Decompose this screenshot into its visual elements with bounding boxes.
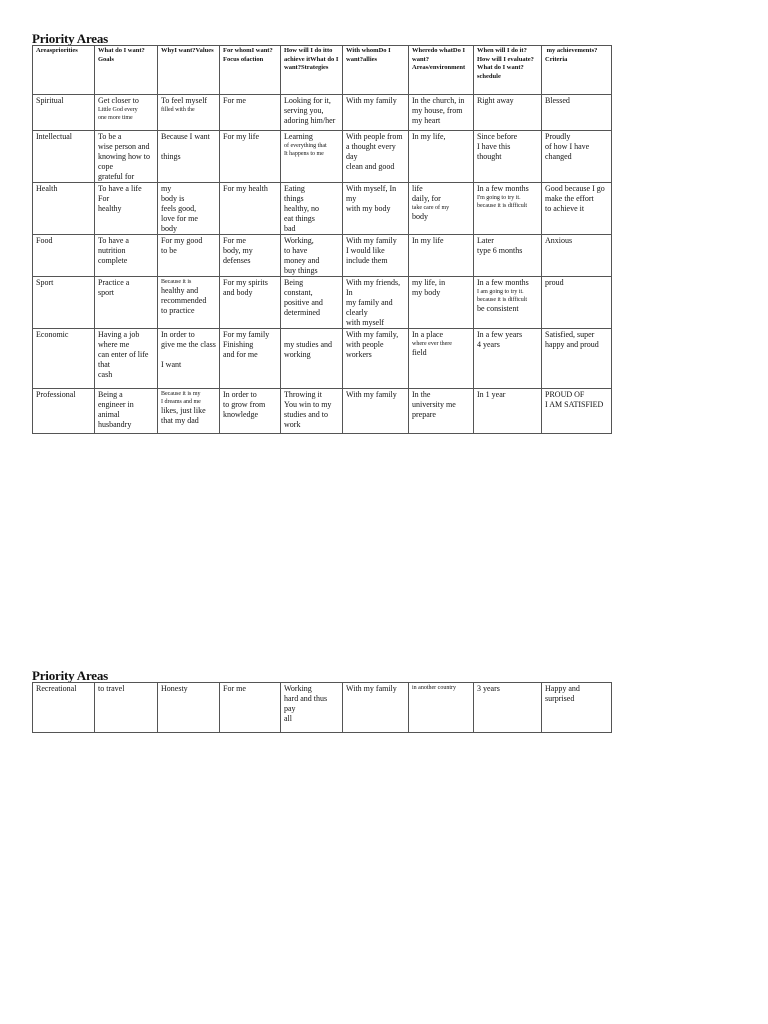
cell-line: where ever there [412,341,452,347]
table-cell [220,183,281,235]
table-cell [33,329,95,389]
table-cell [542,389,612,434]
cell-line: In a few months [477,184,529,193]
table-cell [343,95,409,131]
cell-line: I want [161,360,182,369]
table-row [33,95,612,131]
cell-line: With my family [346,390,397,399]
cell-line: To have a life For [98,184,142,203]
cell-line: bad [284,224,296,233]
cell-line: Intellectual [36,132,72,141]
cell-line: filled with the [161,107,195,113]
cell-line: things [161,152,181,161]
table-cell [409,131,474,183]
table-cell [409,683,474,733]
cell-line: serving you, [284,106,324,115]
cell-line: clean and good [346,162,395,171]
cell-line: Values [195,47,214,54]
cell-line: cash [98,370,113,379]
cell-line: prepare [412,410,436,419]
cell-line: For my life [223,132,259,141]
cell-line: body [412,212,428,221]
table-row [33,183,612,235]
cell-line: Why [161,47,175,54]
cell-line: determined [284,308,320,317]
cell-line: I want? [251,47,273,54]
cell-line: Where [412,47,431,54]
cell-line: Professional [36,390,76,399]
cell-line: positive and [284,298,323,307]
cell-line: be consistent [477,304,519,313]
cell-line: of everything that [284,143,327,149]
cell-line: For me [223,236,246,245]
cell-line: give me the class [161,340,216,349]
cell-line: 3 years [477,684,500,693]
cell-line: For my spirits [223,278,268,287]
cell-line: For me [223,96,246,105]
cell-line: What do I want? [98,47,145,54]
cell-line: likes, just like [161,406,206,415]
table-cell [281,389,343,434]
table-cell [220,277,281,329]
cell-line: clearly [346,308,368,317]
cell-line: eat things [284,214,315,223]
cell-line: I want? [174,47,196,54]
table-cell [474,329,542,389]
table-cell [542,277,612,329]
cell-line: field [412,348,427,357]
cell-line: Strategies [300,64,329,71]
table-cell [343,683,409,733]
table-cell [220,131,281,183]
table-cell [542,329,612,389]
table-cell [542,95,612,131]
cell-line: How will I do it [284,47,327,54]
table-cell [220,235,281,277]
table-cell [474,131,542,183]
table-row [33,683,612,733]
cell-line: Little God every [98,107,138,113]
cell-line: healthy [98,204,122,213]
cell-line: studies and to [284,410,328,419]
cell-line: Good because I go [545,184,605,193]
cell-line: happy and proud [545,340,599,349]
table-cell [95,389,158,434]
table-cell [95,183,158,235]
cell-line: When will I do it? How will I evaluate? [477,47,534,63]
table-cell [158,95,220,131]
table-cell [281,95,343,131]
cell-line: To be a [98,132,122,141]
priority-areas-table-continued [32,682,612,733]
table-cell [33,277,95,329]
cell-line: I dreams and me [161,399,201,405]
cell-line: in another country [412,685,456,691]
cell-line: In my life [412,236,444,245]
cell-line: Proudly [545,132,571,141]
table-cell [281,329,343,389]
cell-line: What do I want? [284,55,339,71]
cell-line: working [284,350,311,359]
cell-line: Blessed [545,96,570,105]
cell-line: feels good, [161,204,197,213]
table-cell [281,183,343,235]
cell-line: because it is difficult [477,203,528,209]
cell-line: type 6 months [477,246,523,255]
cell-line: my achievements? [546,47,598,54]
cell-line: Later [477,236,494,245]
cell-line: Happy and [545,684,580,693]
table-cell [220,329,281,389]
priority-areas-table [32,45,612,434]
cell-line: Sport [36,278,54,287]
table-cell [474,277,542,329]
cell-line: I have this [477,142,511,151]
cell-line [284,330,339,340]
table-cell [474,683,542,733]
cell-line: In a place [412,330,444,339]
cell-line: life [412,184,423,193]
table-cell [474,389,542,434]
table-cell [474,235,542,277]
table-cell [409,95,474,131]
cell-line: schedule [477,72,501,80]
cell-line: PROUD OF [545,390,585,399]
table-cell [95,235,158,277]
cell-line: I would like [346,246,385,255]
cell-line: In a few months [477,278,529,287]
cell-line: You win to my [284,400,332,409]
table-cell [474,95,542,131]
cell-line: to travel [98,684,125,693]
cell-line: In 1 year [477,390,506,399]
cell-line: workers [346,350,372,359]
cell-line: body, my [223,246,253,255]
column-header [33,46,95,95]
cell-line: Working [284,684,312,693]
cell-line: all [284,714,292,723]
cell-line: Areas/environment [412,64,466,71]
cell-line: can enter of life that [98,350,149,369]
cell-line [161,142,216,152]
table-cell [409,329,474,389]
table-row [33,131,612,183]
cell-line: my life, in [412,278,446,287]
cell-line: nutrition [98,246,126,255]
cell-line: Recreational [36,684,77,693]
cell-line: It happens to me [284,151,324,157]
table-cell [281,277,343,329]
cell-line: Since before [477,132,518,141]
table-cell [158,389,220,434]
table-cell [409,277,474,329]
cell-line: Do I want? [346,47,391,63]
cell-line: With my family [346,96,397,105]
table-cell [95,329,158,389]
table-cell [343,277,409,329]
table-cell [95,95,158,131]
cell-line: Eating [284,184,305,193]
cell-line: take care of my [412,205,450,211]
cell-line: make the effort [545,194,594,203]
table-cell [33,95,95,131]
cell-line: Having a job [98,330,140,339]
cell-line: With whom [346,47,379,54]
cell-line: my body [412,288,441,297]
table-row [33,235,612,277]
table-cell [33,235,95,277]
cell-line: to practice [161,306,195,315]
cell-line: With my family [346,236,397,245]
cell-line: daily, for [412,194,441,203]
table-cell [343,131,409,183]
cell-line: of how I have [545,142,590,151]
cell-line: money and [284,256,320,265]
cell-line: adoring him/her [284,116,336,125]
table-header [33,46,612,95]
cell-line: to achieve it [545,204,585,213]
table-cell [343,329,409,389]
cell-line: Areas [36,47,53,54]
cell-line: Food [36,236,53,245]
cell-line: one more time [98,115,133,121]
cell-line: Honesty [161,684,188,693]
cell-line: In the church, in [412,96,465,105]
cell-line: With my family [346,684,397,693]
column-header [95,46,158,95]
cell-line: allies [362,55,378,63]
cell-line: Anxious [545,236,573,245]
cell-line: What do I want? [477,64,524,71]
cell-line: With my family, [346,330,399,339]
cell-line: In order to [223,390,257,399]
table-cell [220,389,281,434]
cell-line: and body [223,288,253,297]
column-header [220,46,281,95]
column-header [542,46,612,95]
table-cell [281,235,343,277]
cell-line: Health [36,184,58,193]
cell-line: that my dad [161,416,199,425]
cell-line: To feel myself [161,96,208,105]
cell-line: Learning [284,132,313,141]
cell-line: things [284,194,304,203]
cell-line: with people [346,340,384,349]
second-page-title: Priority Areas [32,668,109,683]
table-cell [158,183,220,235]
cell-line: to achieve it [284,47,333,63]
table-cell [281,131,343,183]
cell-line: surprised [545,694,575,703]
table-cell [220,683,281,733]
cell-line: healthy, no [284,204,320,213]
cell-line: engineer in [98,400,134,409]
cell-line: Because I want [161,132,210,141]
cell-line: For my health [223,184,268,193]
cell-line: work [284,420,301,429]
cell-line: Because it is [161,279,192,285]
cell-line: changed [545,152,572,161]
cell-line: Throwing it [284,390,322,399]
cell-line: For whom [223,47,252,54]
table-row [33,329,612,389]
cell-line: In order to [161,330,195,339]
cell-line: Working, [284,236,314,245]
table-cell [95,277,158,329]
cell-line: a thought every day [346,142,396,161]
cell-line: 4 years [477,340,500,349]
cell-line: hard and thus pay [284,694,328,713]
cell-line: Because it is my [161,391,201,397]
cell-line: In a few years [477,330,523,339]
table-cell [33,131,95,183]
cell-line: Economic [36,330,69,339]
cell-line: For my family Finishing [223,330,270,349]
table-body [33,95,612,434]
table-cell [33,683,95,733]
cell-line: my [161,184,172,193]
table-cell [542,183,612,235]
cell-line: buy things [284,266,318,275]
table-cell [409,235,474,277]
table-cell [220,95,281,131]
cell-line: For me [223,684,246,693]
table-cell [542,131,612,183]
cell-line: love for me [161,214,198,223]
cell-line: knowledge [223,410,259,419]
column-header [158,46,220,95]
cell-line: because it is difficult [477,297,528,303]
cell-line: Being [284,278,304,287]
cell-line: do what [430,47,453,54]
cell-line: In the [412,390,431,399]
cell-line: I am going to try it. [477,289,524,295]
cell-line: Being a [98,390,123,399]
cell-line: priorities [52,47,78,54]
cell-line: I AM SATISFIED [545,400,604,409]
cell-line: Satisfied, super [545,330,595,339]
table-cell [343,389,409,434]
cell-line: to grow from [223,400,266,409]
cell-line: action [246,55,264,63]
table-body [33,683,612,733]
cell-line: Criteria [545,55,568,63]
cell-line: wise person and knowing how to cope [98,142,150,171]
column-header [281,46,343,95]
cell-line: proud [545,278,564,287]
table-cell [343,183,409,235]
cell-line: Looking for it, [284,96,331,105]
cell-line: Goals [98,55,114,63]
cell-line: with my body [346,204,391,213]
cell-line: thought [477,152,502,161]
table-cell [33,389,95,434]
table-cell [281,683,343,733]
cell-line: where me [98,340,130,349]
cell-line: In my life, [412,132,446,141]
table-cell [474,183,542,235]
table-cell [542,235,612,277]
cell-line: Practice a [98,278,130,287]
table-cell [158,235,220,277]
cell-line: to have [284,246,308,255]
table-row [33,277,612,329]
table-row [33,389,612,434]
table-cell [542,683,612,733]
cell-line: include them [346,256,388,265]
cell-line: Get closer to [98,96,139,105]
column-header [474,46,542,95]
cell-line: recommended [161,296,207,305]
cell-line: defenses [223,256,251,265]
cell-line: To have a [98,236,129,245]
table-cell [158,277,220,329]
table-cell [95,131,158,183]
cell-line: body [161,224,177,233]
table-cell [158,131,220,183]
table-cell [409,389,474,434]
table-cell [158,329,220,389]
table-cell [95,683,158,733]
cell-line: and for me [223,350,258,359]
cell-line: I'm going to try it. [477,195,521,201]
table-cell [158,683,220,733]
cell-line: Spiritual [36,96,64,105]
cell-line: For my good [161,236,203,245]
cell-line: sport [98,288,114,297]
cell-line: grateful for [98,172,135,181]
cell-line: body is [161,194,185,203]
cell-line: With myself, In my [346,184,397,203]
cell-line: complete [98,256,128,265]
column-header [343,46,409,95]
cell-line: constant, [284,288,313,297]
cell-line: to be [161,246,177,255]
cell-line: With my friends, In [346,278,401,297]
cell-line: with myself [346,318,384,327]
cell-line: my house, from [412,106,463,115]
column-header [409,46,474,95]
table-cell [33,183,95,235]
cell-line: university me [412,400,456,409]
cell-line: Do I want? [412,47,465,63]
table-cell [343,235,409,277]
cell-line: my family and [346,298,393,307]
cell-line: healthy and [161,286,199,295]
cell-line: my studies and [284,340,332,349]
cell-line: my heart [412,116,441,125]
cell-line: With people from [346,132,403,141]
table-cell [409,183,474,235]
cell-line [161,350,216,360]
cell-line: Focus of [223,55,247,63]
page-title: Priority Areas [32,31,109,46]
cell-line: Right away [477,96,514,105]
cell-line: animal husbandry [98,410,132,429]
